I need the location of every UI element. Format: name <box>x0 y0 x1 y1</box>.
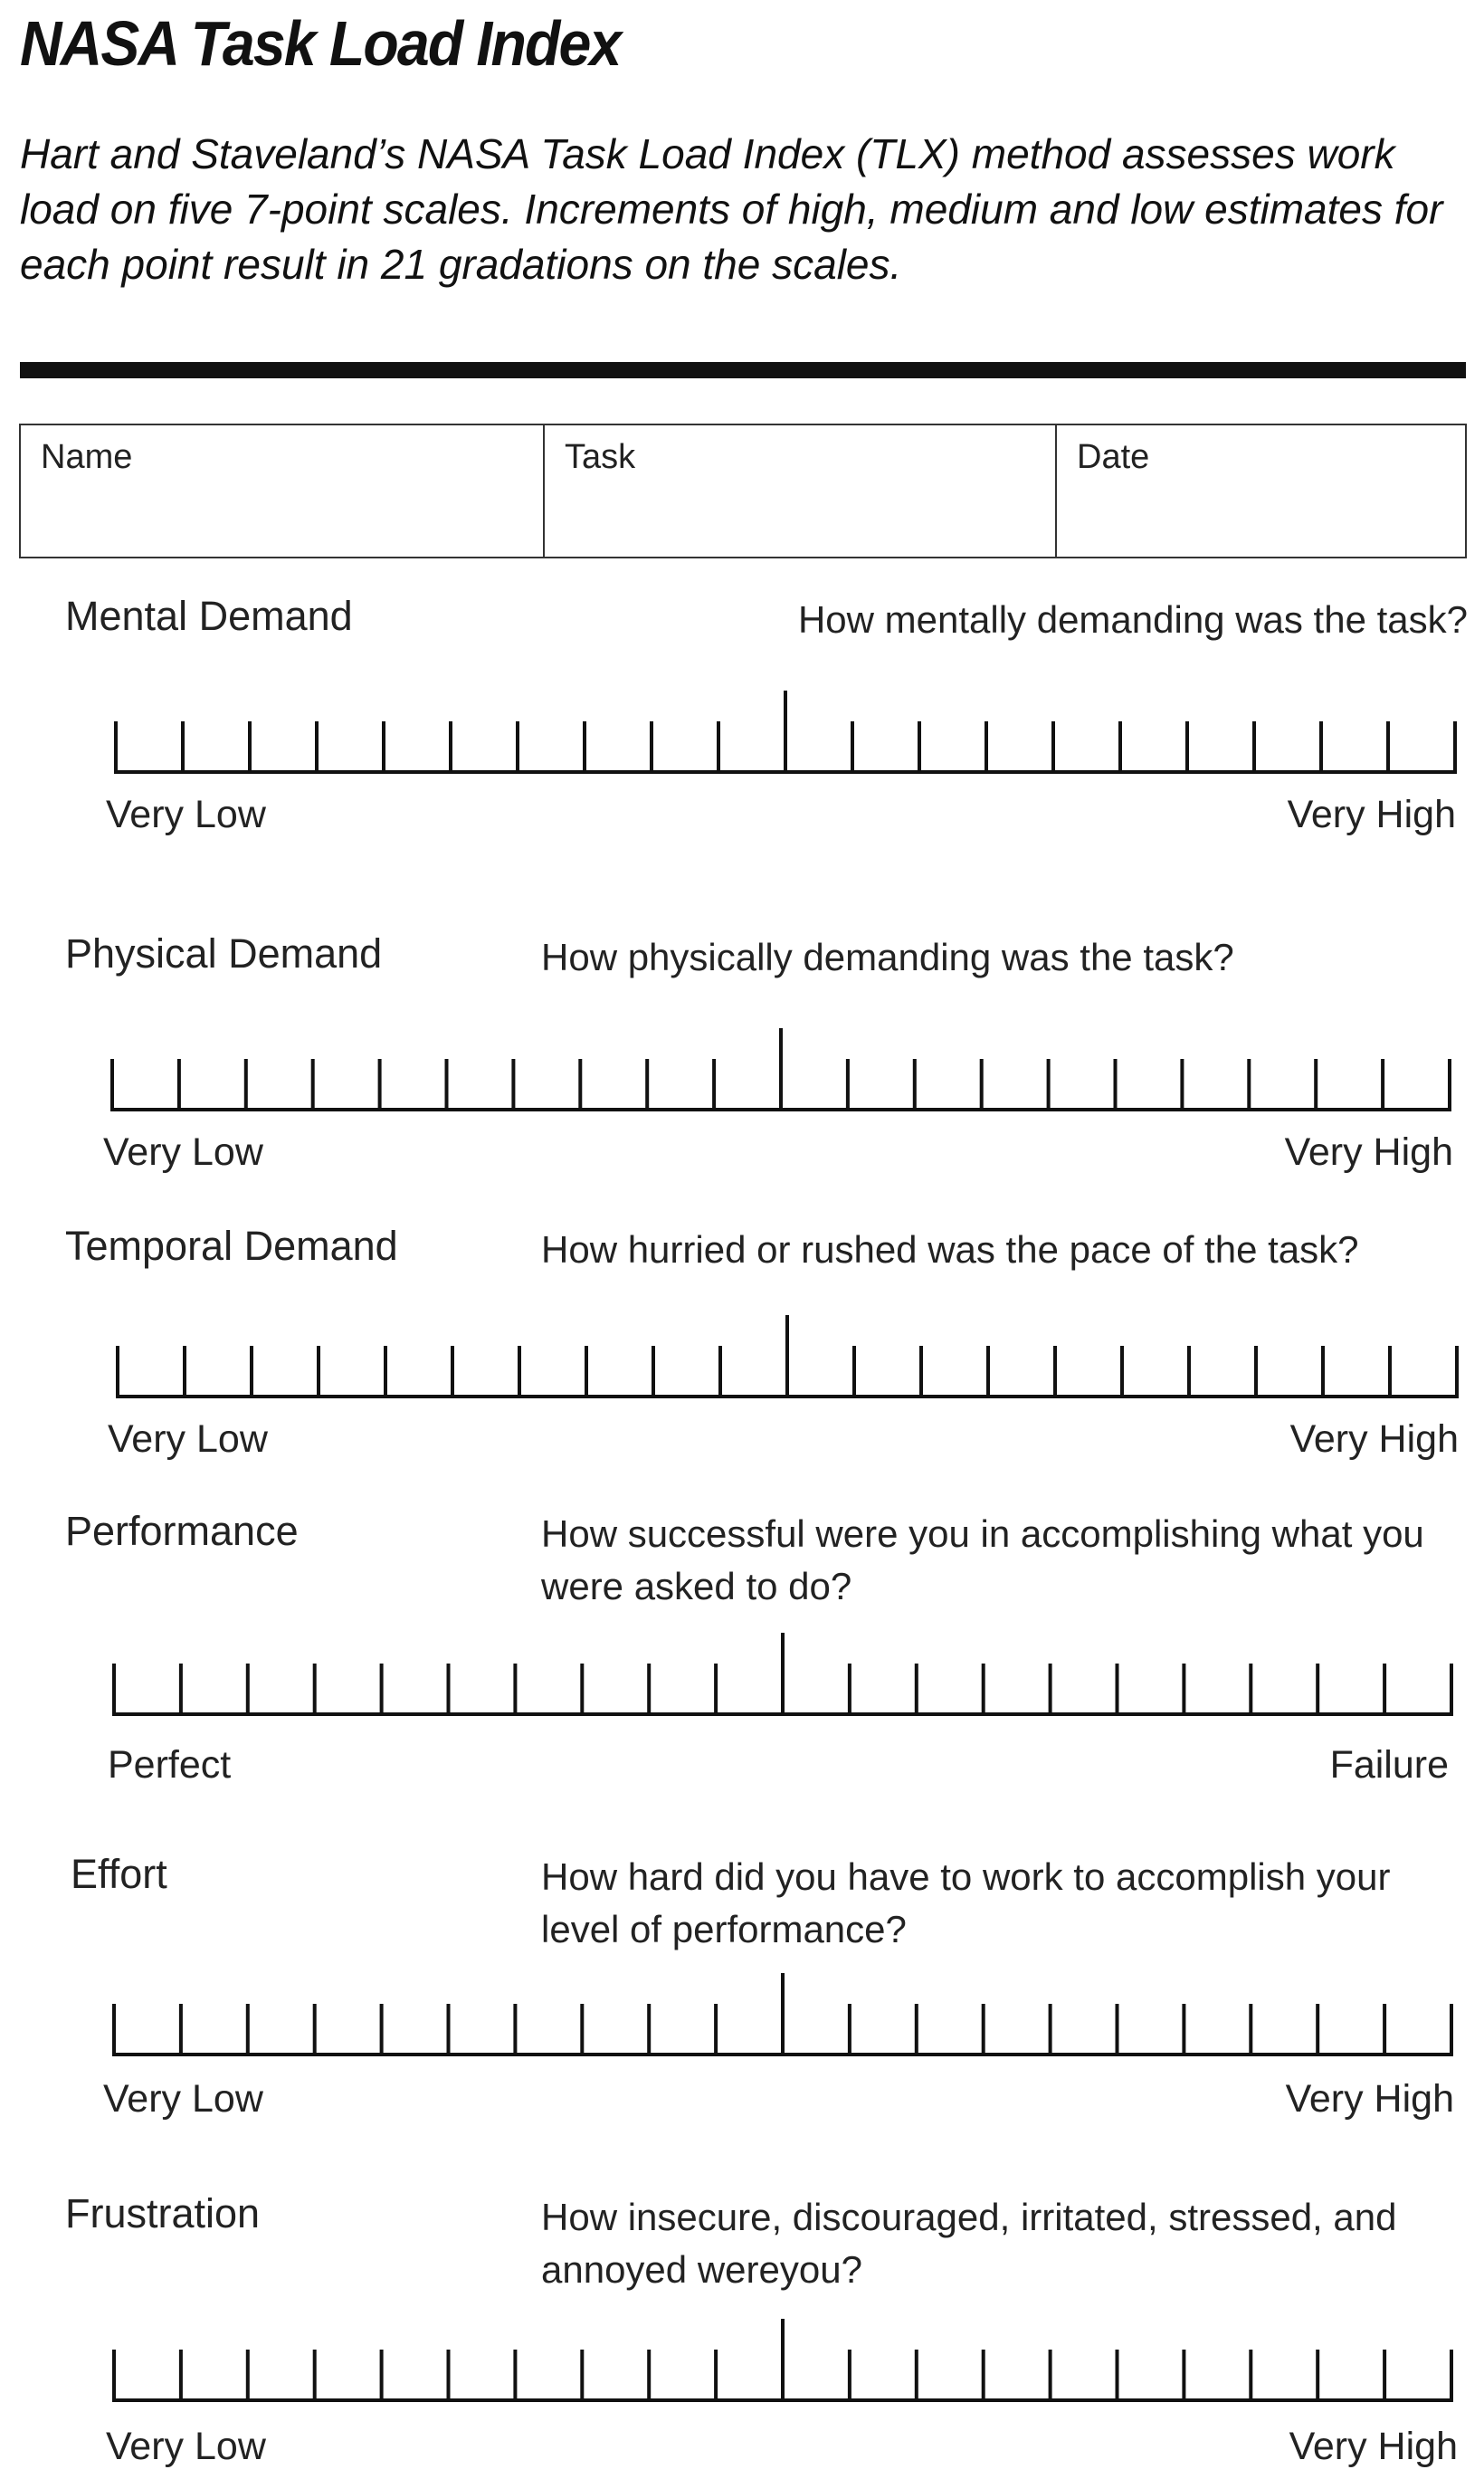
scale-low-label: Very Low <box>103 1130 263 1174</box>
section-title: Mental Demand <box>65 593 353 639</box>
scale-high-label: Very High <box>1285 2077 1454 2121</box>
scale-high-label: Very High <box>1287 793 1456 836</box>
section-title: Temporal Demand <box>65 1223 398 1269</box>
section-question: How insecure, discouraged, irritated, stressed, and annoyed wereyou? <box>541 2196 1397 2291</box>
scale-high-label: Very High <box>1289 1417 1459 1461</box>
scale-high-label: Very High <box>1289 2425 1458 2468</box>
section-title: Frustration <box>65 2190 261 2236</box>
scale-low-label: Perfect <box>108 1743 232 1787</box>
scale-high-label: Failure <box>1329 1743 1449 1787</box>
section-title: Physical Demand <box>65 930 383 977</box>
section-question: How hurried or rushed was the pace of the task? <box>541 1228 1359 1271</box>
name-field[interactable]: Name <box>41 438 133 476</box>
date-field[interactable]: Date <box>1055 425 1465 557</box>
section-question: How mentally demanding was the task? <box>797 598 1468 641</box>
section-title: Performance <box>65 1508 299 1554</box>
section-question: How hard did you have to work to accomplish your level of performance? <box>541 1855 1391 1950</box>
section-title: Effort <box>71 1851 167 1897</box>
section-question: How physically demanding was the task? <box>541 936 1234 978</box>
scale-low-label: Very Low <box>106 793 266 836</box>
scale-low-label: Very Low <box>106 2425 266 2468</box>
task-field[interactable]: Task <box>543 425 1055 557</box>
scale-high-label: Very High <box>1284 1130 1453 1174</box>
intro-text: Hart and Staveland’s NASA Task Load Index (TLX) method assesses work load on five 7-point scales. Increments of high, medium and low estimates for each point result in 21 gradations on the scales. <box>20 130 1443 288</box>
page-title: NASA Task Load Index <box>20 8 621 79</box>
section-question: How successful were you in accomplishing what you were asked to do? <box>541 1512 1424 1607</box>
scale-low-label: Very Low <box>108 1417 268 1461</box>
scale-low-label: Very Low <box>103 2077 263 2121</box>
